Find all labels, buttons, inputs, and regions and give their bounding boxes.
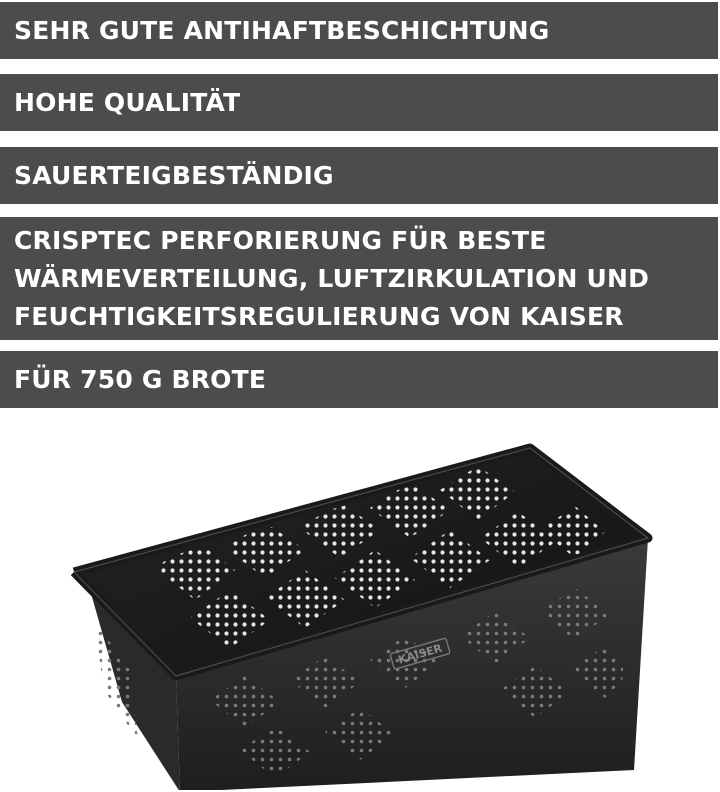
- feature-text: CRISPTEC PERFORIERUNG FÜR BESTE WÄRMEVERTEILUNG, LUFTZIRKULATION UND FEUCHTIGKEITSREGULIERUNG VON KAISER: [14, 225, 650, 331]
- feature-text: SAUERTEIGBESTÄNDIG: [14, 160, 334, 190]
- feature-banner-crisptec: [0, 217, 718, 340]
- feature-banner-antihaft: [0, 2, 718, 59]
- svg-text:KAISER: KAISER: [396, 641, 444, 667]
- feature-text: FÜR 750 G BROTE: [14, 364, 267, 394]
- feature-text: HOHE QUALITÄT: [14, 87, 241, 117]
- feature-banner-brotgroesse: [0, 351, 718, 408]
- feature-banner-sauerteig: [0, 147, 718, 204]
- loaf-pan-image: [60, 440, 660, 790]
- feature-banner-qualitaet: [0, 74, 718, 131]
- feature-text: SEHR GUTE ANTIHAFTBESCHICHTUNG: [14, 15, 550, 45]
